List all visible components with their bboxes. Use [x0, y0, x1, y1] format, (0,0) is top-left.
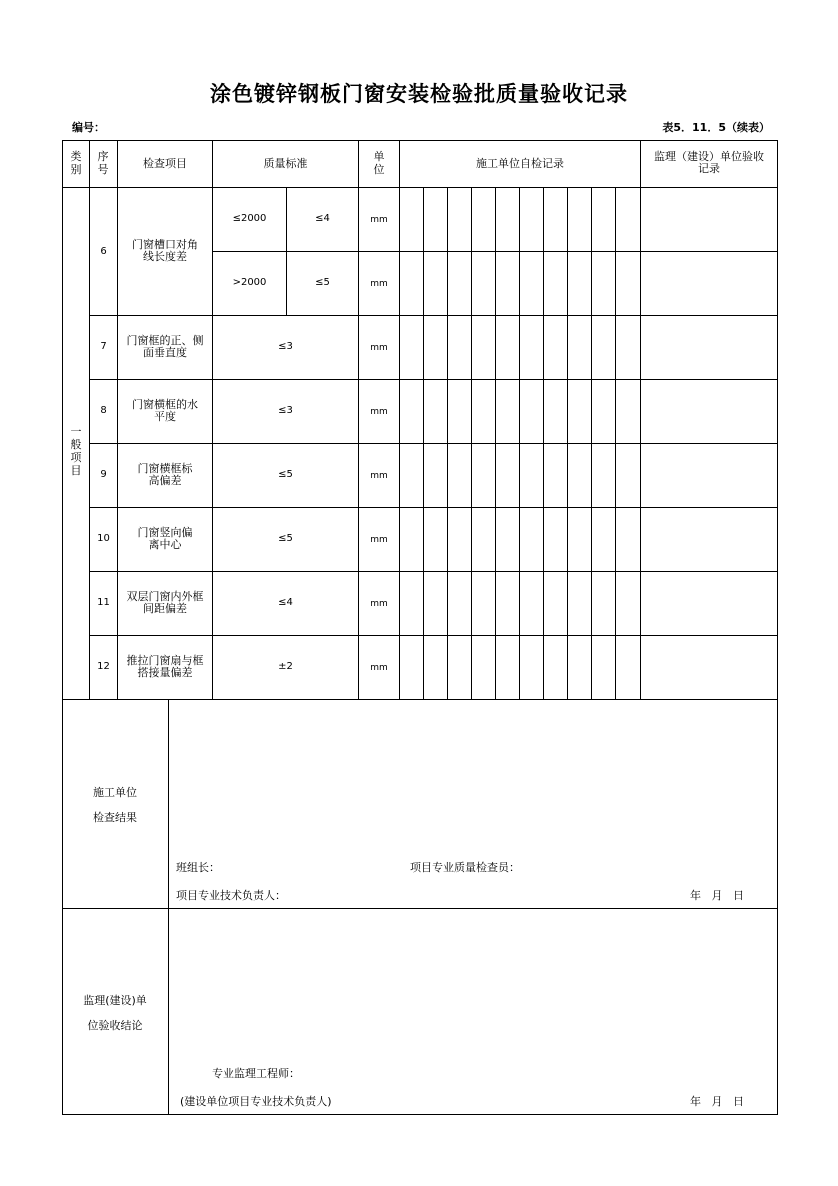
page-title: 涂色镀锌钢板门窗安装检验批质量验收记录 [210, 82, 628, 106]
row-7-item: 门窗框的正、侧面垂直度 [126, 334, 204, 359]
row-7-std: ≤3 [278, 341, 293, 352]
team-leader-label: 班组长： [176, 861, 220, 874]
row-7-unit: mm [370, 343, 388, 353]
row-6-unit-2: mm [370, 279, 388, 289]
quality-inspector-label: 项目专业质量检查员： [410, 861, 520, 874]
row-12-std: ±2 [278, 661, 293, 672]
row-10-no: 10 [97, 533, 110, 544]
construction-label-2: 检查结果 [93, 811, 137, 824]
row-8-no: 8 [100, 405, 107, 416]
row-10-std: ≤5 [278, 533, 293, 544]
row-11-no: 11 [97, 597, 110, 608]
row-11-std: ≤4 [278, 597, 293, 608]
construction-date: 年 月 日 [690, 889, 744, 902]
inspection-record-table [62, 140, 778, 1115]
header-item: 检查项目 [143, 157, 187, 170]
row-6-std-2: ≤5 [315, 277, 330, 288]
table-grid-lines [62, 140, 778, 1115]
row-8-item: 门窗横框的水平度 [132, 398, 198, 423]
row-11-item: 双层门窗内外框间距偏差 [126, 590, 204, 615]
header-unit: 单位 [373, 150, 385, 176]
row-12-no: 12 [97, 661, 110, 672]
owner-tech-lead-label: (建设单位项目专业技术负责人) [180, 1095, 332, 1108]
row-10-item: 门窗竖向偏离中心 [137, 526, 193, 551]
header-self-check: 施工单位自检记录 [476, 157, 564, 170]
tech-lead-label: 项目专业技术负责人： [176, 889, 286, 902]
construction-label-1: 施工单位 [93, 786, 137, 799]
supervision-date: 年 月 日 [690, 1095, 744, 1108]
row-10-unit: mm [370, 535, 388, 545]
row-7-no: 7 [100, 341, 107, 352]
table-code: 表5．11．5（续表） [662, 121, 770, 134]
row-9-std: ≤5 [278, 469, 293, 480]
row-6-cond-2: >2000 [232, 277, 267, 288]
row-6-unit-1: mm [370, 215, 388, 225]
row-12-unit: mm [370, 663, 388, 673]
row-8-unit: mm [370, 407, 388, 417]
row-6-std-1: ≤4 [315, 213, 330, 224]
serial-number-label: 编号： [72, 121, 105, 134]
supervision-label-1: 监理(建设)单 [83, 994, 147, 1007]
header-seq: 序号 [97, 150, 109, 176]
row-6-no: 6 [100, 246, 107, 257]
header-supervisor: 监理（建设）单位验收记录 [654, 150, 764, 175]
row-6-cond-1: ≤2000 [232, 213, 267, 224]
supervising-engineer-label: 专业监理工程师： [212, 1067, 300, 1080]
category-general: 一般项目 [70, 425, 82, 477]
row-9-unit: mm [370, 471, 388, 481]
row-12-item: 推拉门窗扇与框搭接量偏差 [126, 654, 204, 679]
row-9-item: 门窗横框标高偏差 [137, 462, 193, 487]
header-category: 类别 [70, 150, 82, 176]
row-8-std: ≤3 [278, 405, 293, 416]
header-standard: 质量标准 [263, 157, 308, 170]
row-9-no: 9 [100, 469, 107, 480]
row-6-item: 门窗槽口对角线长度差 [132, 238, 198, 263]
row-11-unit: mm [370, 599, 388, 609]
supervision-label-2: 位验收结论 [87, 1019, 143, 1032]
